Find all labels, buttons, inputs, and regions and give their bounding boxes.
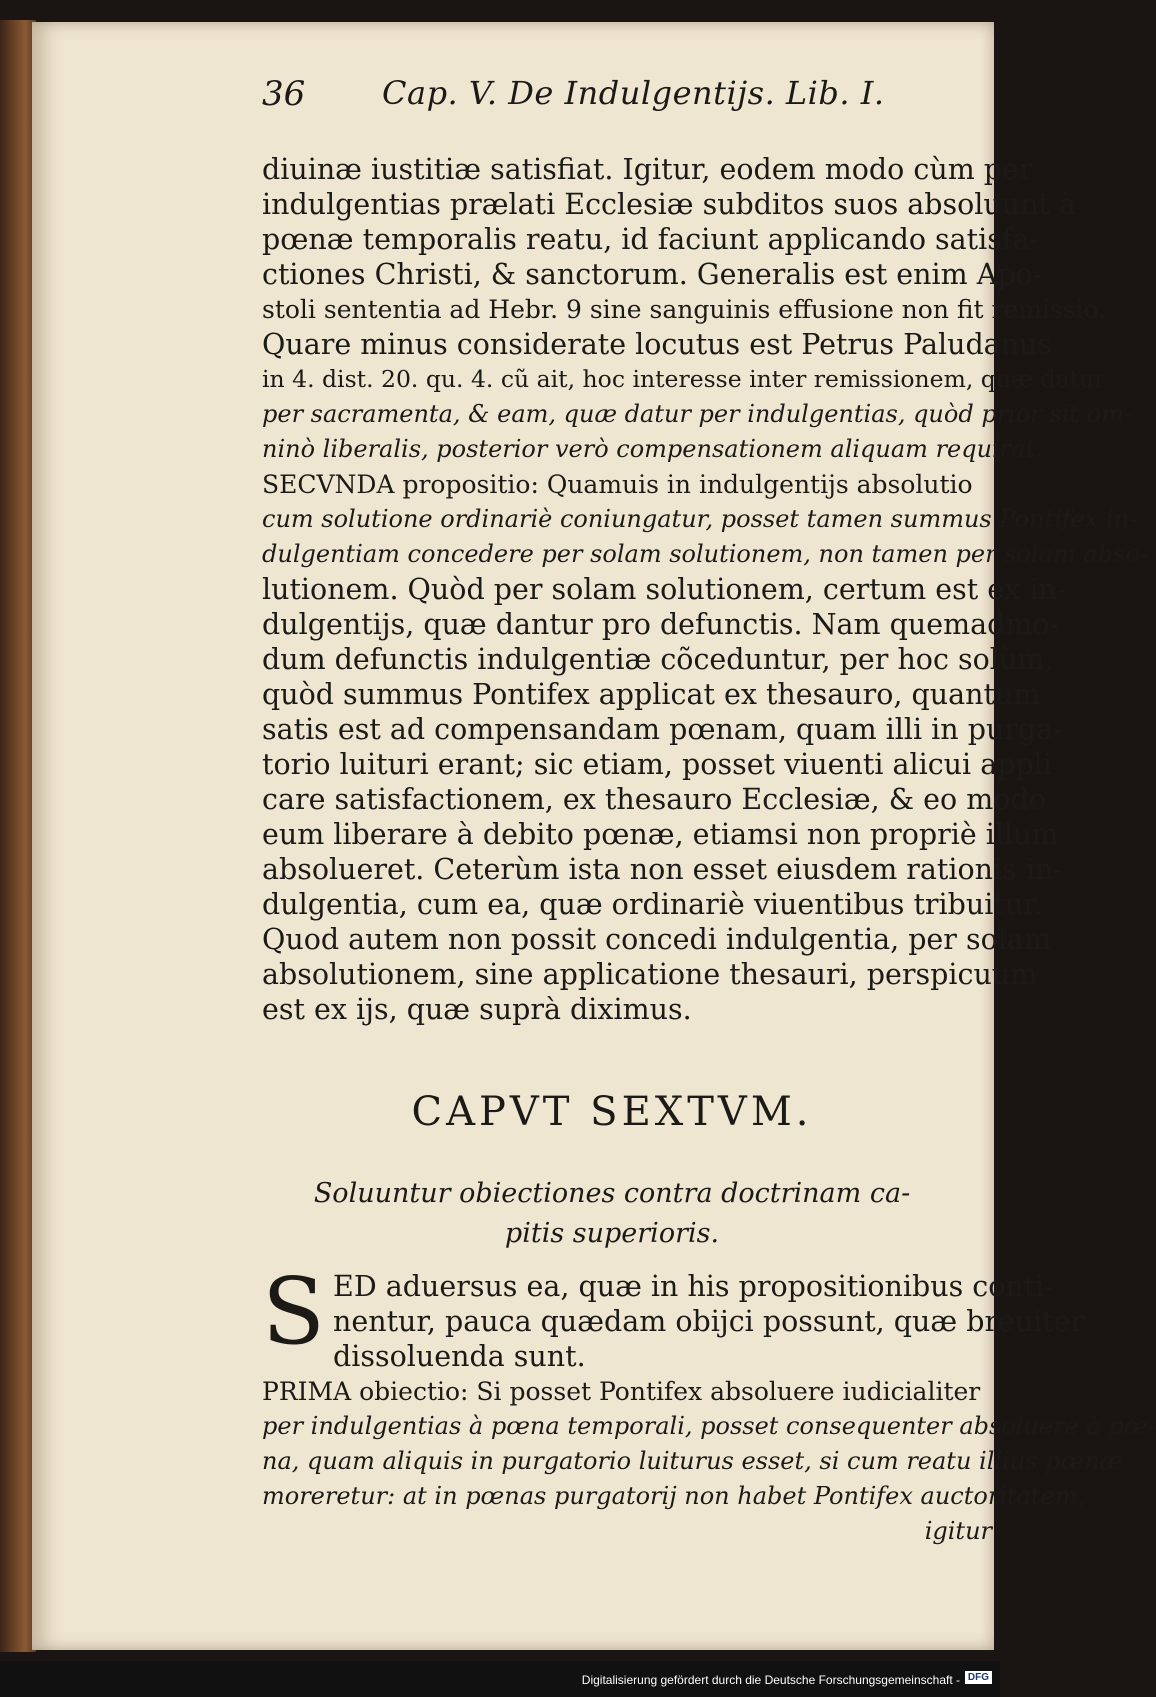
dfg-logo: DFG: [965, 1671, 992, 1684]
text-line: care satisfactionem, ex thesauro Ecclesiæ, & eo modo: [262, 783, 1046, 816]
text-line: SECVNDA propositio: Quamuis in indulgentijs absolutio: [262, 470, 973, 499]
text-line: Quod autem non possit concedi indulgentia, per solam: [262, 923, 1051, 956]
page-content: [232, 74, 1156, 1545]
drop-cap: S: [262, 1258, 326, 1365]
text-line: nentur, pauca quædam obijci possunt, quæ breuiter: [333, 1305, 1085, 1338]
text-line: quòd summus Pontifex applicat ex thesauro, quantum: [262, 678, 1041, 711]
text-line: Quare minus considerate locutus est Petrus Paludanus: [262, 328, 1053, 361]
text-line: lutionem. Quòd per solam solutionem, certum est ex in-: [262, 573, 1067, 606]
text-line: ctiones Christi, & sanctorum. Generalis est enim Apo-: [262, 258, 1043, 291]
page-number: 36: [262, 74, 306, 114]
text-line: ED aduersus ea, quæ in his propositionibus conti-: [333, 1270, 1054, 1303]
body-text: [262, 152, 1148, 1027]
chapter-subtitle-line: Soluuntur obiectiones contra doctrinam ca-: [313, 1178, 911, 1209]
running-head: Cap. V. De Indulgentijs. Lib. I.: [382, 74, 885, 112]
text-line: indulgentias prælati Ecclesiæ subditos suos absoluunt à: [262, 188, 1076, 221]
text-line: dulgentijs, quæ dantur pro defunctis. Nam quemadmo-: [262, 608, 1060, 641]
text-line: pœnæ temporalis reatu, id faciunt applicando satisfa-: [262, 223, 1040, 256]
text-line: ninò liberalis, posterior verò compensationem aliquam requirat.: [262, 435, 1043, 463]
book-page: [32, 22, 1156, 1650]
chapter-subtitle: [232, 1174, 992, 1254]
footer-bar: [0, 1661, 1000, 1697]
page-header: [232, 74, 992, 120]
text-line: per sacramenta, & eam, quæ datur per indulgentias, quòd prior sit om-: [262, 400, 1132, 428]
text-line: PRIMA obiectio: Si posset Pontifex absoluere iudicialiter: [262, 1377, 981, 1406]
text-line: dissoluenda sunt.: [333, 1340, 586, 1373]
text-line: per indulgentias à pœna temporali, posset consequenter absoluere à pœ-: [262, 1412, 1156, 1440]
text-line: dulgentia, cum ea, quæ ordinariè viuentibus tribuitur.: [262, 888, 1043, 921]
text-line: in 4. dist. 20. qu. 4. cũ ait, hoc interesse inter remissionem, quæ datur: [262, 365, 1106, 393]
text-line: na, quam aliquis in purgatorio luiturus esset, si cum reatu illius pœnæ: [262, 1447, 1123, 1475]
text-line: eum liberare à debito pœnæ, etiamsi non propriè illum: [262, 818, 1059, 851]
chapter-body: [262, 1258, 1156, 1549]
text-line: absolueret. Ceterùm ista non esset eiusdem rationis in-: [262, 853, 1063, 886]
funding-credit: Digitalisierung gefördert durch die Deutsche Forschungsgemeinschaft -: [581, 1673, 960, 1687]
text-line: satis est ad compensandam pœnam, quam illi in purga-: [262, 713, 1063, 746]
catchword: igitur: [924, 1517, 992, 1545]
text-line: absolutionem, sine applicatione thesauri, perspicuum: [262, 958, 1038, 991]
text-line: dulgentiam concedere per solam solutionem, non tamen per solam abso-: [262, 540, 1148, 568]
chapter-title: CAPVT SEXTVM.: [411, 1089, 813, 1135]
book-binding-edge: [0, 20, 36, 1652]
text-line: dum defunctis indulgentiæ cõceduntur, per hoc solùm,: [262, 643, 1054, 676]
text-line: diuinæ iustitiæ satisfiat. Igitur, eodem modo cùm per: [262, 153, 1033, 186]
text-line: stoli sententia ad Hebr. 9 sine sanguinis effusione non fit remissio.: [262, 295, 1107, 324]
text-line: moreretur: at in pœnas purgatorij non habet Pontifex auctoritatem,: [262, 1482, 1086, 1510]
text-line: torio luituri erant; sic etiam, posset viuenti alicui appli: [262, 748, 1052, 781]
text-line: est ex ijs, quæ suprà diximus.: [262, 993, 692, 1026]
text-line: cum solutione ordinariè coniungatur, posset tamen summus Pontifex in-: [262, 505, 1138, 533]
chapter-subtitle-line: pitis superioris.: [504, 1218, 720, 1249]
